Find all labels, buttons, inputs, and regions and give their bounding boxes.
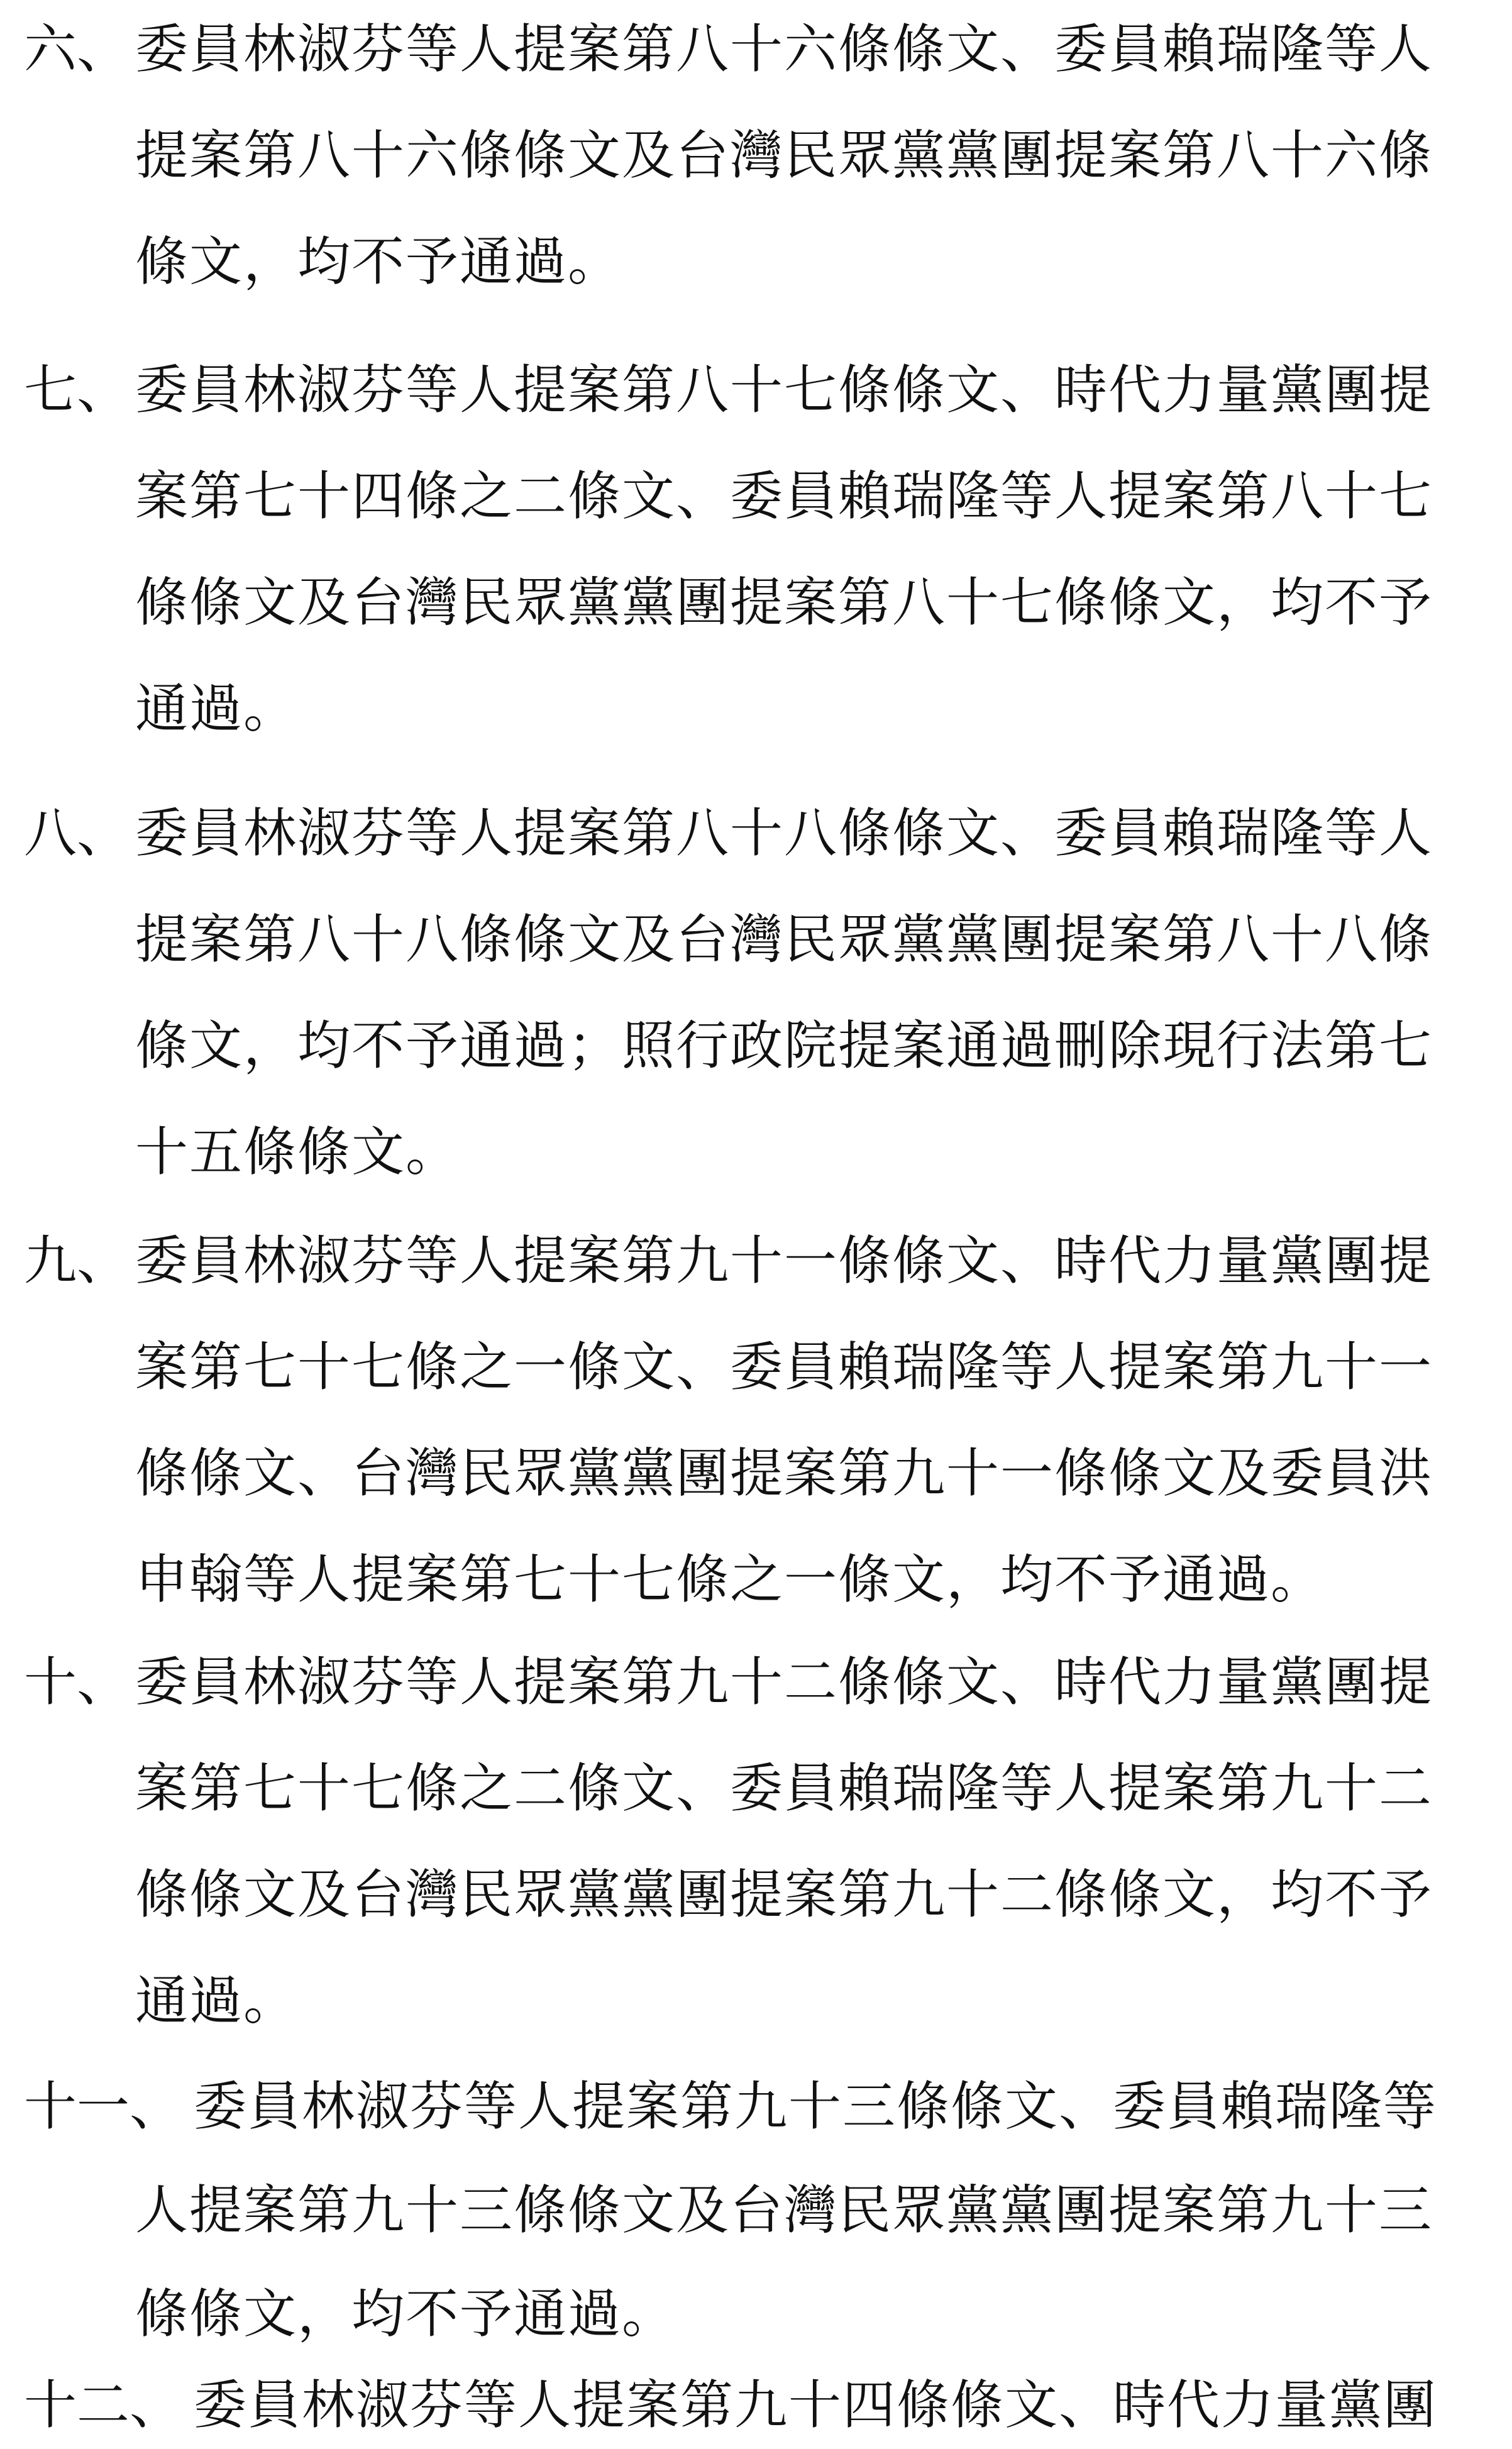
item-marker: 八、 bbox=[24, 802, 130, 864]
item-text-line: 條條文及台灣民眾黨黨團提案第九十二條條文，均不予 bbox=[135, 1864, 1433, 1925]
item-text-line: 委員林淑芬等人提案第九十三條條文、委員賴瑞隆等 bbox=[194, 2076, 1438, 2137]
item-text-line: 提案第八十六條條文及台灣民眾黨黨團提案第八十六條 bbox=[135, 124, 1433, 186]
item-text-line: 條條文、台灣民眾黨黨團提案第九十一條條文及委員洪 bbox=[135, 1442, 1433, 1504]
item-text-line: 十五條條文。 bbox=[135, 1121, 460, 1183]
item-marker: 十一、 bbox=[24, 2076, 183, 2137]
item-text-line: 案第七十七條之一條文、委員賴瑞隆等人提案第九十一 bbox=[135, 1336, 1433, 1398]
item-text-line: 提案第八十八條條文及台灣民眾黨黨團提案第八十八條 bbox=[135, 909, 1433, 970]
item-marker: 十、 bbox=[24, 1651, 130, 1713]
item-text-line: 條文，均不予通過；照行政院提案通過刪除現行法第七 bbox=[135, 1015, 1433, 1076]
item-text-line: 委員林淑芬等人提案第八十八條條文、委員賴瑞隆等人 bbox=[135, 802, 1433, 864]
item-text-line: 委員林淑芬等人提案第八十六條條文、委員賴瑞隆等人 bbox=[135, 18, 1433, 80]
item-text-line: 委員林淑芬等人提案第八十七條條文、時代力量黨團提 bbox=[135, 359, 1433, 421]
item-text-line: 條文，均不予通過。 bbox=[135, 231, 622, 292]
item-text-line: 條條文及台灣民眾黨黨團提案第八十七條條文，均不予 bbox=[135, 572, 1433, 633]
item-text-line: 申翰等人提案第七十七條之一條文，均不予通過。 bbox=[135, 1549, 1325, 1610]
item-text-line: 條條文，均不予通過。 bbox=[135, 2283, 676, 2345]
item-text-line: 委員林淑芬等人提案第九十二條條文、時代力量黨團提 bbox=[135, 1651, 1433, 1713]
item-text-line: 通過。 bbox=[135, 678, 298, 739]
item-marker: 十二、 bbox=[24, 2374, 183, 2436]
item-text-line: 案第七十四條之二條文、委員賴瑞隆等人提案第八十七 bbox=[135, 465, 1433, 527]
item-text-line: 案第七十七條之二條文、委員賴瑞隆等人提案第九十二 bbox=[135, 1757, 1433, 1819]
item-text-line: 委員林淑芬等人提案第九十四條條文、時代力量黨團 bbox=[194, 2374, 1438, 2436]
item-marker: 六、 bbox=[24, 18, 130, 80]
item-marker: 九、 bbox=[24, 1230, 130, 1291]
item-text-line: 通過。 bbox=[135, 1970, 298, 2032]
item-text-line: 人提案第九十三條條文及台灣民眾黨黨團提案第九十三 bbox=[135, 2179, 1433, 2241]
item-text-line: 委員林淑芬等人提案第九十一條條文、時代力量黨團提 bbox=[135, 1230, 1433, 1291]
item-marker: 七、 bbox=[24, 359, 130, 421]
